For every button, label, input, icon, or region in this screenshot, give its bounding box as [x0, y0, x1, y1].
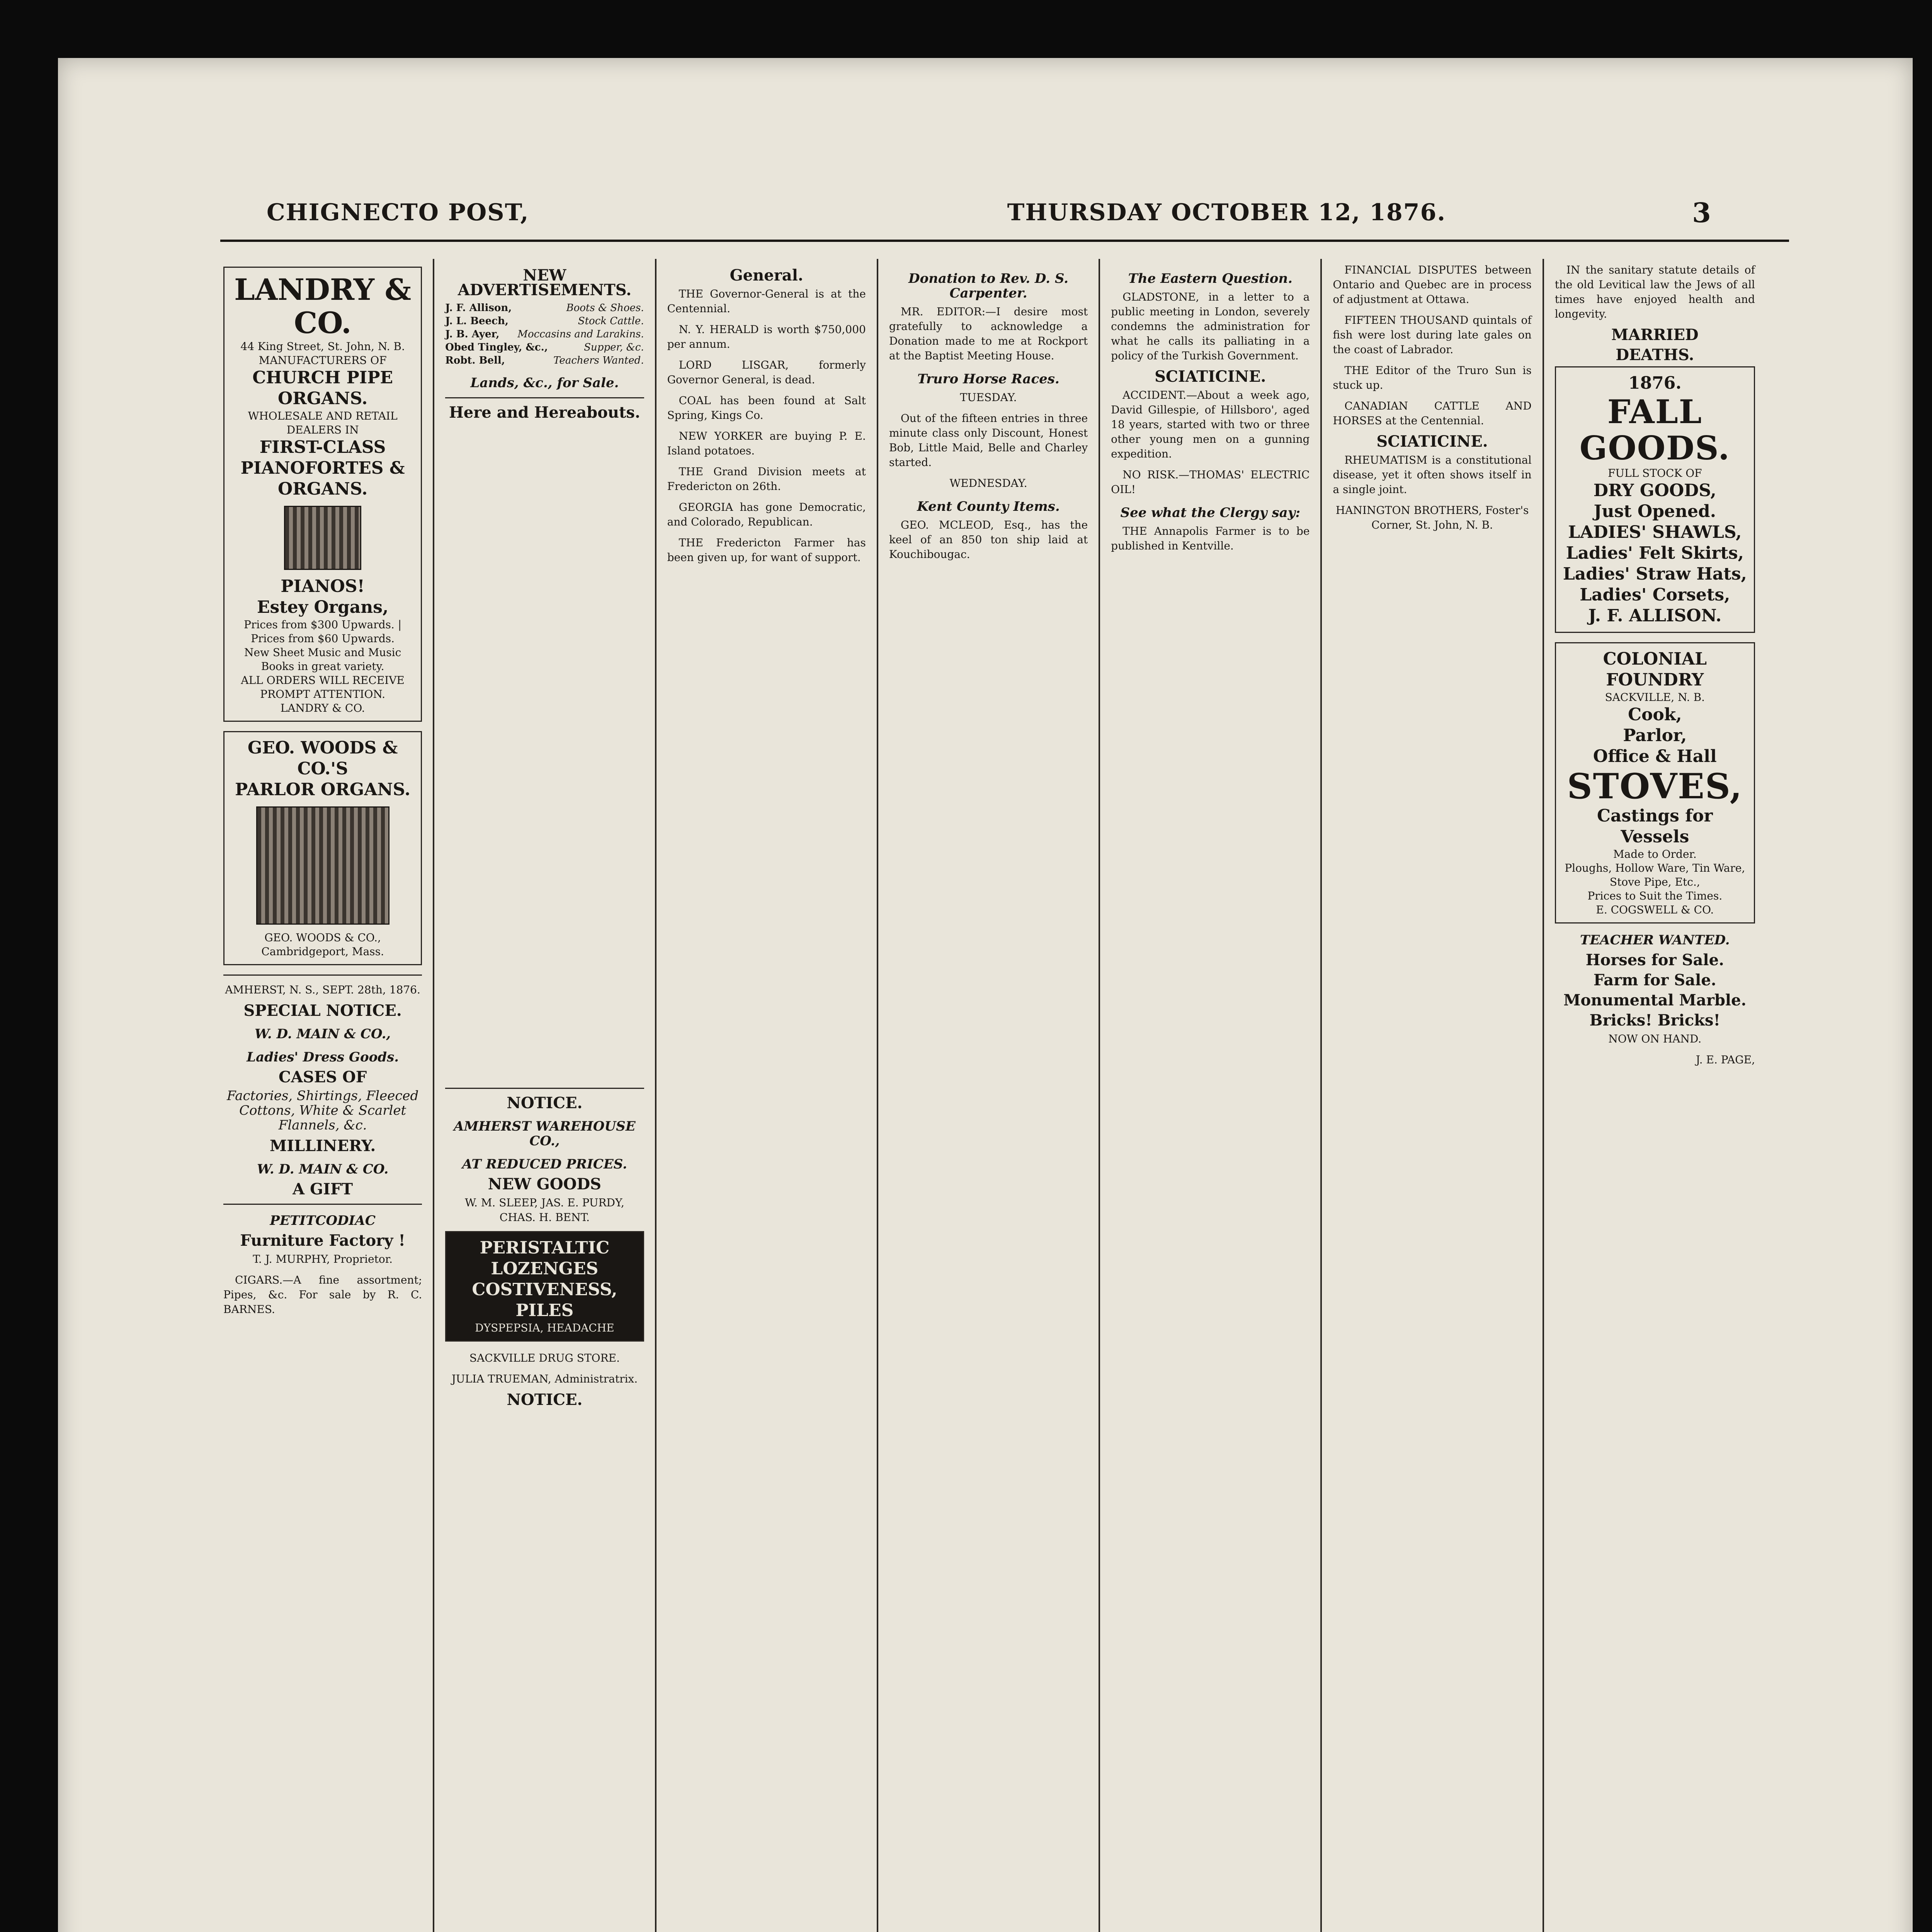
allison: J. F. ALLISON.	[1588, 606, 1722, 626]
estey-organs: Estey Organs,	[257, 597, 389, 617]
wednesday: WEDNESDAY.	[949, 477, 1027, 490]
column-7	[1544, 259, 1766, 1932]
news-item: THE Fredericton Farmer has been given up, for want of support.	[667, 536, 866, 564]
new-goods: NEW GOODS	[488, 1175, 602, 1193]
a-gift: A GIFT	[293, 1180, 353, 1198]
woods-ad	[223, 731, 422, 965]
financial-disputes: FINANCIAL DISPUTES between Ontario and Quebec are in process of adjustment at Ottawa.	[1333, 264, 1532, 306]
ladies-goods: Ladies' Dress Goods.	[247, 1049, 399, 1065]
farm-for-sale: Farm for Sale.	[1593, 971, 1716, 989]
factories: Factories, Shirtings, Fleeced Cottons, White & Scarlet Flannels, &c.	[227, 1088, 419, 1133]
special-notice: SPECIAL NOTICE.	[243, 1002, 402, 1020]
kent-county: Kent County Items.	[917, 499, 1060, 514]
now-on-hand: NOW ON HAND.	[1608, 1032, 1702, 1045]
wholesale: WHOLESALE AND RETAIL DEALERS IN	[248, 410, 398, 436]
news-item: GEORGIA has gone Democratic, and Colorado, Republican.	[667, 501, 866, 528]
prices-suit: Prices to Suit the Times.	[1587, 889, 1723, 902]
fall-goods: FALL GOODS.	[1579, 393, 1730, 467]
masthead	[58, 189, 1913, 236]
masthead-rule	[220, 240, 1789, 242]
full-stock: FULL STOCK OF	[1608, 467, 1702, 480]
landry-mfr: MANUFACTURERS OF	[259, 354, 387, 367]
woods-address: GEO. WOODS & CO., Cambridgeport, Mass.	[261, 931, 384, 958]
cases-of: CASES OF	[278, 1068, 367, 1086]
made-to-order: Made to Order.	[1613, 848, 1697, 861]
fish-lost: FIFTEEN THOUSAND quintals of fish were lost during late gales on the coast of Labrador.	[1333, 314, 1532, 356]
no-risk: NO RISK.—THOMAS' ELECTRIC OIL!	[1111, 468, 1310, 496]
sackville-drug: SACKVILLE DRUG STORE.	[469, 1352, 620, 1364]
column-4	[878, 259, 1100, 1932]
sheet-music: New Sheet Music and Music Books in great variety.	[244, 646, 401, 673]
column-3	[656, 259, 878, 1932]
teacher-wanted: TEACHER WANTED.	[1580, 932, 1730, 948]
monumental-marble: Monumental Marble.	[1563, 991, 1747, 1009]
furniture-factory: Furniture Factory !	[240, 1231, 405, 1250]
prices: Prices from $300 Upwards. | Prices from $60 Upwards.	[244, 618, 402, 645]
list-item	[445, 315, 644, 328]
sciaticine-2: SCIATICINE.	[1376, 432, 1488, 451]
canadian-cattle: CANADIAN CATTLE AND HORSES at the Centennial.	[1333, 400, 1532, 427]
list-item	[445, 354, 644, 367]
corsets: Ladies' Corsets,	[1580, 585, 1730, 605]
news-item: THE Grand Division meets at Fredericton on 26th.	[667, 465, 866, 493]
lozenges-ad	[445, 1231, 644, 1342]
landry-sign: LANDRY & CO.	[280, 702, 365, 714]
local-news-text	[445, 424, 644, 1081]
foundry-ad	[1555, 642, 1755, 923]
list-item	[445, 301, 644, 315]
church-organs: CHURCH PIPE ORGANS.	[252, 368, 393, 408]
woods-title: GEO. WOODS & CO.'S	[247, 738, 398, 779]
divider	[445, 397, 644, 398]
petitcodiac: PETITCODIAC	[270, 1213, 376, 1228]
here-hereabouts: Here and Hereabouts.	[449, 403, 640, 422]
ad-item: Teachers Wanted.	[553, 355, 644, 366]
parlor-organs: PARLOR ORGANS.	[235, 780, 411, 799]
signers: W. M. SLEEP, JAS. E. PURDY, CHAS. H. BENT.	[465, 1196, 624, 1224]
amherst-date: AMHERST, N. S., SEPT. 28th, 1876.	[225, 983, 420, 996]
accident-text: ACCIDENT.—About a week ago, David Gillespie, of Hillsboro', aged 18 years, started with two or three other young men on a gunning expedition.	[1111, 389, 1310, 460]
ad-name: Robt. Bell,	[445, 355, 505, 366]
truro-races: Truro Horse Races.	[917, 371, 1060, 387]
pianofortes: PIANOFORTES & ORGANS.	[240, 458, 405, 499]
truro-sun: THE Editor of the Truro Sun is stuck up.	[1333, 364, 1532, 391]
columns	[213, 259, 1766, 1932]
cigars: CIGARS.—A fine assortment; Pipes, &c. For sale by R. C. BARNES.	[223, 1274, 422, 1316]
stoves: STOVES,	[1567, 766, 1743, 807]
kent-text: GEO. MCLEOD, Esq., has the keel of an 850 ton ship laid at Kouchibougac.	[889, 519, 1088, 561]
straw-hats: Ladies' Straw Hats,	[1563, 564, 1747, 584]
organ-illustration	[284, 506, 361, 570]
column-1	[213, 259, 434, 1932]
page-number: 3	[1692, 196, 1712, 229]
married: MARRIED	[1611, 326, 1699, 344]
column-6	[1322, 259, 1544, 1932]
ad-item: Moccasins and Larakins.	[517, 328, 644, 340]
reduced-prices: AT REDUCED PRICES.	[462, 1156, 627, 1172]
news-item: N. Y. HERALD is worth $750,000 per annum.	[667, 323, 866, 350]
ad-item: Boots & Shoes.	[566, 302, 644, 314]
clergy: See what the Clergy say:	[1120, 505, 1301, 520]
orders: ALL ORDERS WILL RECEIVE PROMPT ATTENTION.	[241, 674, 405, 701]
cook: Cook,	[1628, 705, 1682, 724]
colonial-foundry: COLONIAL FOUNDRY	[1603, 649, 1707, 690]
newspaper-page	[58, 58, 1913, 1932]
donation-heading: Donation to Rev. D. S. Carpenter.	[908, 271, 1068, 301]
main-co: W. D. MAIN & CO.,	[255, 1026, 391, 1042]
parlor-organ-illustration	[256, 806, 389, 925]
ad-name: J. F. Allison,	[445, 302, 512, 314]
new-advertisements: NEW ADVERTISEMENTS.	[457, 266, 632, 299]
rheumatism: RHEUMATISM is a constitutional disease, yet it often shows itself in a single joint.	[1333, 454, 1532, 496]
races-text: Out of the fifteen entries in three minute class only Discount, Honest Bob, Little Maid, Belle and Charley started.	[889, 412, 1088, 469]
issue-date: THURSDAY OCTOBER 12, 1876.	[1007, 199, 1446, 226]
dyspepsia: DYSPEPSIA, HEADACHE	[475, 1321, 614, 1334]
eastern-question: The Eastern Question.	[1128, 271, 1293, 286]
list-item	[445, 341, 644, 354]
cogswell: E. COGSWELL & CO.	[1596, 903, 1714, 916]
costiveness: COSTIVENESS, PILES	[472, 1280, 617, 1320]
notice-heading: NOTICE.	[507, 1094, 583, 1112]
tuesday: TUESDAY.	[960, 391, 1017, 404]
amherst-warehouse: AMHERST WAREHOUSE CO.,	[454, 1119, 636, 1149]
list-item	[445, 328, 644, 341]
ads-list	[445, 301, 644, 367]
ad-name: Obed Tingley, &c.,	[445, 342, 548, 353]
general-heading: General.	[730, 266, 803, 284]
ad-item: Supper, &c.	[584, 342, 644, 353]
felt-skirts: Ladies' Felt Skirts,	[1566, 543, 1744, 563]
bricks: Bricks! Bricks!	[1589, 1011, 1721, 1029]
landry-ad	[223, 267, 422, 722]
deaths: DEATHS.	[1616, 346, 1694, 364]
office-hall: Office & Hall	[1593, 747, 1717, 766]
page-sign: J. E. PAGE,	[1696, 1053, 1755, 1066]
year: 1876.	[1628, 373, 1682, 393]
sackville: SACKVILLE, N. B.	[1605, 691, 1705, 704]
allison-ad	[1555, 366, 1755, 633]
divider	[223, 975, 422, 976]
landry-title: LANDRY & CO.	[234, 272, 412, 340]
lozenges: PERISTALTIC LOZENGES	[480, 1238, 610, 1279]
ploughs: Ploughs, Hollow Ware, Tin Ware, Stove Pipe, Etc.,	[1565, 862, 1745, 888]
divider	[223, 1204, 422, 1205]
news-item: THE Governor-General is at the Centennial.	[667, 287, 866, 315]
news-item: LORD LISGAR, formerly Governor General, is dead.	[667, 359, 866, 386]
sanitary-text: IN the sanitary statute details of the old Levitical law the Jews of all times have enjoyed health and longevity.	[1554, 264, 1755, 320]
ladies-shawls: LADIES' SHAWLS,	[1568, 522, 1742, 542]
castings: Castings for Vessels	[1597, 806, 1713, 847]
divider	[445, 1088, 644, 1089]
donation-text: MR. EDITOR:—I desire most gratefully to acknowledge a Donation made to me at Rockport at the Baptist Meeting House.	[889, 305, 1088, 362]
ad-name: J. B. Ayer,	[445, 328, 500, 340]
ad-item: Stock Cattle.	[578, 315, 644, 327]
paper-name: CHIGNECTO POST,	[267, 199, 529, 226]
column-2	[434, 259, 656, 1932]
millinery: MILLINERY.	[269, 1137, 376, 1155]
pianos: PIANOS!	[281, 577, 365, 596]
landry-address: 44 King Street, St. John, N. B.	[240, 340, 405, 353]
ad-name: J. L. Beech,	[445, 315, 509, 327]
notice-heading-2: NOTICE.	[507, 1391, 583, 1409]
murphy: T. J. MURPHY, Proprietor.	[253, 1253, 393, 1265]
eastern-text: GLADSTONE, in a letter to a public meeting in London, severely condemns the administration for what he calls its palliating in a policy of the Turkish Government.	[1111, 291, 1310, 362]
first-class: FIRST-CLASS	[259, 437, 386, 457]
annapolis-text: THE Annapolis Farmer is to be published in Kentville.	[1111, 525, 1310, 552]
dry-goods: DRY GOODS,	[1593, 481, 1716, 500]
news-item: NEW YORKER are buying P. E. Island potatoes.	[667, 430, 866, 457]
just-opened: Just Opened.	[1594, 502, 1716, 521]
sciaticine: SCIATICINE.	[1155, 367, 1266, 386]
column-5	[1100, 259, 1322, 1932]
julia-trueman: JULIA TRUEMAN, Administratrix.	[451, 1372, 638, 1385]
news-item: COAL has been found at Salt Spring, Kings Co.	[667, 394, 866, 422]
parlor: Parlor,	[1623, 726, 1687, 745]
main-co-2: W. D. MAIN & CO.	[257, 1162, 389, 1177]
horses-for-sale: Horses for Sale.	[1585, 951, 1724, 969]
lands-sale: Lands, &c., for Sale.	[470, 375, 619, 391]
haningtons: HANINGTON BROTHERS, Foster's Corner, St. John, N. B.	[1335, 504, 1529, 531]
